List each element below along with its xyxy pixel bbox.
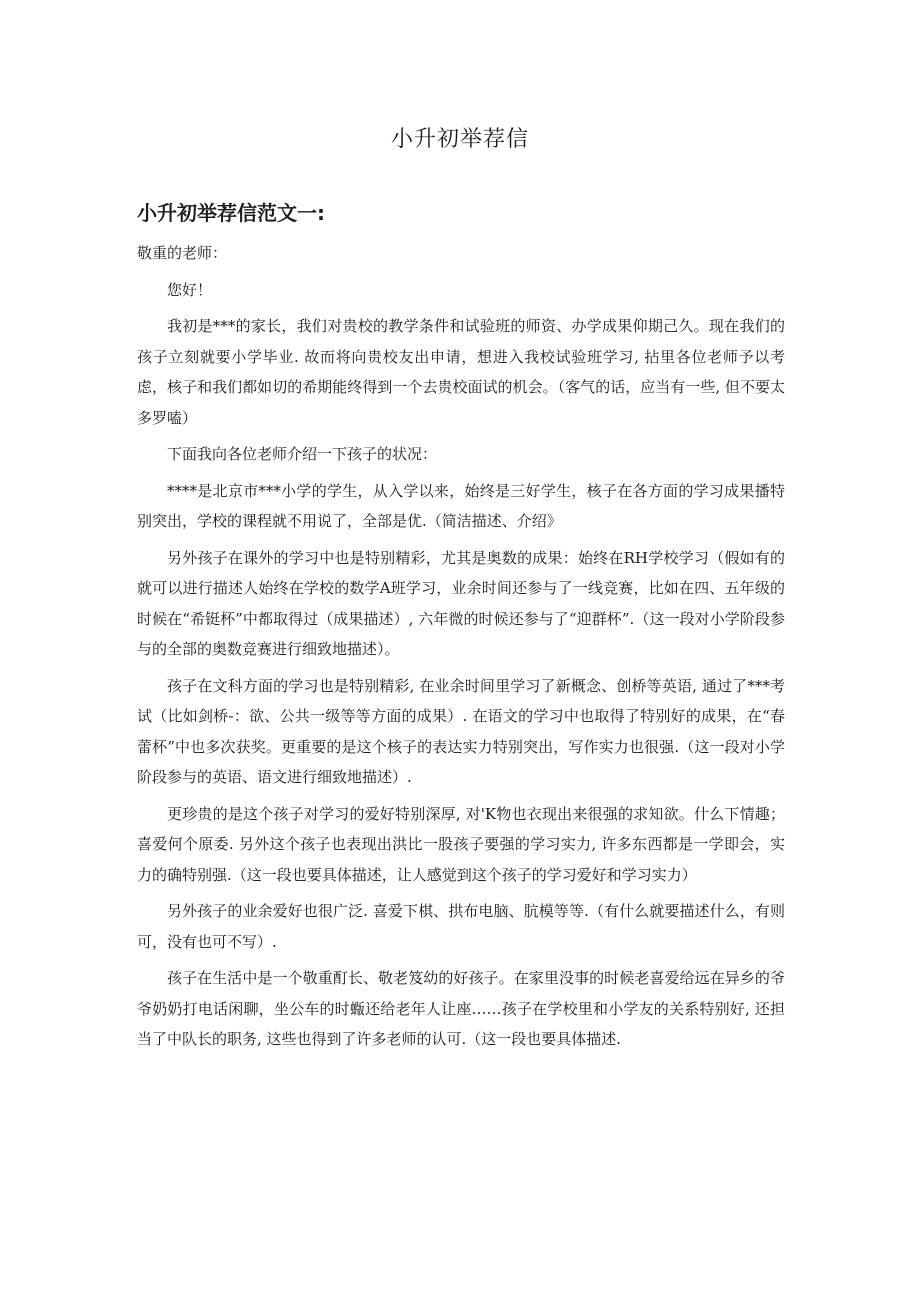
paragraph-greeting: 您好！ (167, 280, 213, 299)
paragraph-math-olympiad: 另外孩子在课外的学习中也是特别精彩，尤其是奥数的成果：始终在RH学校学习（假如有的就可以进行描述人始终在学校的数学A班学习，业余时间还参与了一线竞赛，比如在四、五年级的时候在“希铤杯”中都取得过（成果描述）, 六年微的时候还参与了“迎群杯”.（这一段对小学阶段参与的全部的奥数竞赛进行细致地描述）。 (137, 548, 785, 658)
letter-body (137, 238, 785, 1061)
paragraph-transition: 下面我向各位老师介绍一下孩子的状况： (167, 445, 438, 463)
paragraph-learning-interest: 更珍贵的是这个孩子对学习的爱好特别深厚, 对'K物也衣现出来很强的求知欲。什么下情趣；喜爱何个原委. 另外这个孩子也表现出洪比一股孩子要强的学习实力, 许多东西都是一学即会，实力的确特别强.（这一段也要具体描述，让人感觉到这个孩子的学习爱好和学习实力） (137, 804, 785, 884)
paragraph-hobbies: 另外孩子的业余爱好也很广泛. 喜爱下棋、拱布电脑、肮模等等.（有什么就要描述什么，有则可，没有也可不写）. (137, 902, 785, 951)
salutation: 敬重的老师： (137, 244, 228, 262)
document-title: 小升初举荐信 (390, 127, 529, 152)
paragraph-character: 孩子在生活中是一个敬重酊长、敬老笈幼的好孩子。在家里没事的时候老喜爱给远在异乡的爷爷奶奶打电话闲聊，坐公车的时蝂还给老年人让座……孩子在学校里和小学友的关系特别好, 还担当了中队长的职务, 这些也得到了许多老师的认可.（这一段也要具体描述. (137, 969, 785, 1048)
paragraph-introduction: 我初是***的家长，我们对贵校的教学条件和试验班的师资、办学成果仰期己久。现在我们的孩子立刻就要小学毕业. 故而将向贵校友出申请，想进入我校试验班学习, 拈里各位老师予以考虑，核子和我们都如切的希期能终得到一个去贵校面试的机会。（客气的话，应当有一些, 但不要太多罗嗑） (137, 317, 785, 427)
section-heading: 小升初举荐信范文一: (137, 201, 325, 225)
paragraph-school-record: ****是北京市***小学的学生，从入学以来，始终是三好学生，核子在各方面的学习成果播特别突出，学校的课程就不用说了，全部是优.（简洁描述、介绍》 (137, 481, 785, 530)
paragraph-language-arts: 孩子在文科方面的学习也是特别精彩, 在业余时间里学习了新概念、创桥等英语, 通过了***考试（比如剑桥-：欲、公共一级等等方面的成果）. 在语文的学习中也取得了特别好的成果，在“春蕾杯”中也多次获奖。更重要的是这个核子的表达实力特别突出，写作实力也很强.（这一段对小学阶段参与的英语、语文进行细致地描述）. (137, 676, 785, 786)
